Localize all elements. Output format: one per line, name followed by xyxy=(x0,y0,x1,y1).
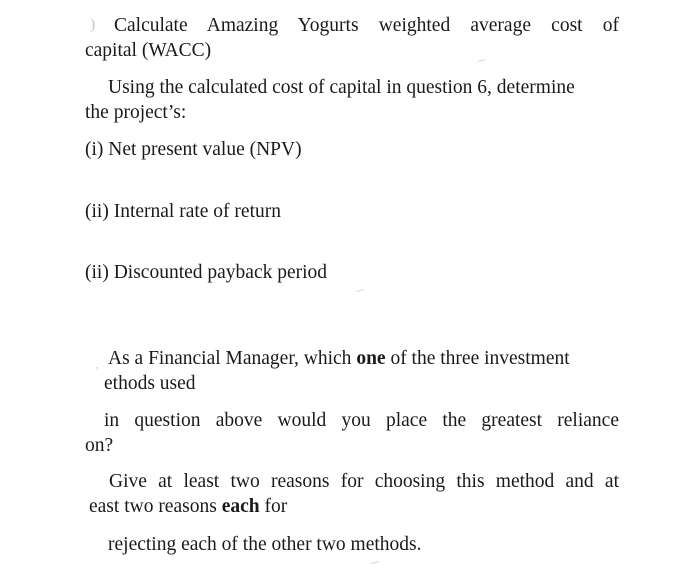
q8-line-5: Give at least two reasons for choosing this method and at xyxy=(109,471,619,492)
margin-mark: ) xyxy=(90,16,96,33)
q7-item-irr: (ii) Internal rate of return xyxy=(85,201,281,222)
q7-item-dpp: (ii) Discounted payback period xyxy=(85,262,328,283)
q6-line-2: capital (WACC) xyxy=(85,40,212,61)
q8-line-6-emphasis: each xyxy=(221,496,260,517)
scan-speck xyxy=(478,59,485,62)
q7-line-1: Using the calculated cost of capital in question 6, determine xyxy=(108,77,575,98)
q8-line-7: rejecting each of the other two methods. xyxy=(108,534,422,555)
margin-mark: , xyxy=(96,357,99,371)
q8-line-3: in question above would you place the greatest reliance xyxy=(104,410,619,431)
q8-line-6-end: for xyxy=(259,496,288,517)
scan-speck xyxy=(371,561,379,564)
q8-line-1-start: As a Financial Manager, which xyxy=(108,348,357,369)
q7-item-npv: (i) Net present value (NPV) xyxy=(85,139,302,160)
q8-line-1-end: of the three investment xyxy=(385,348,570,369)
q7-line-2: the project’s: xyxy=(85,102,187,123)
q8-line-1-emphasis: one xyxy=(356,348,386,369)
q8-line-4: on? xyxy=(85,435,114,456)
q8-line-1 xyxy=(108,347,570,371)
q8-line-2: ethods used xyxy=(104,373,196,394)
scan-speck xyxy=(356,289,364,292)
q8-line-6-start: east two reasons xyxy=(89,496,222,517)
q8-line-6 xyxy=(89,495,287,519)
q6-line-1: Calculate Amazing Yogurts weighted average cost of xyxy=(114,15,619,36)
